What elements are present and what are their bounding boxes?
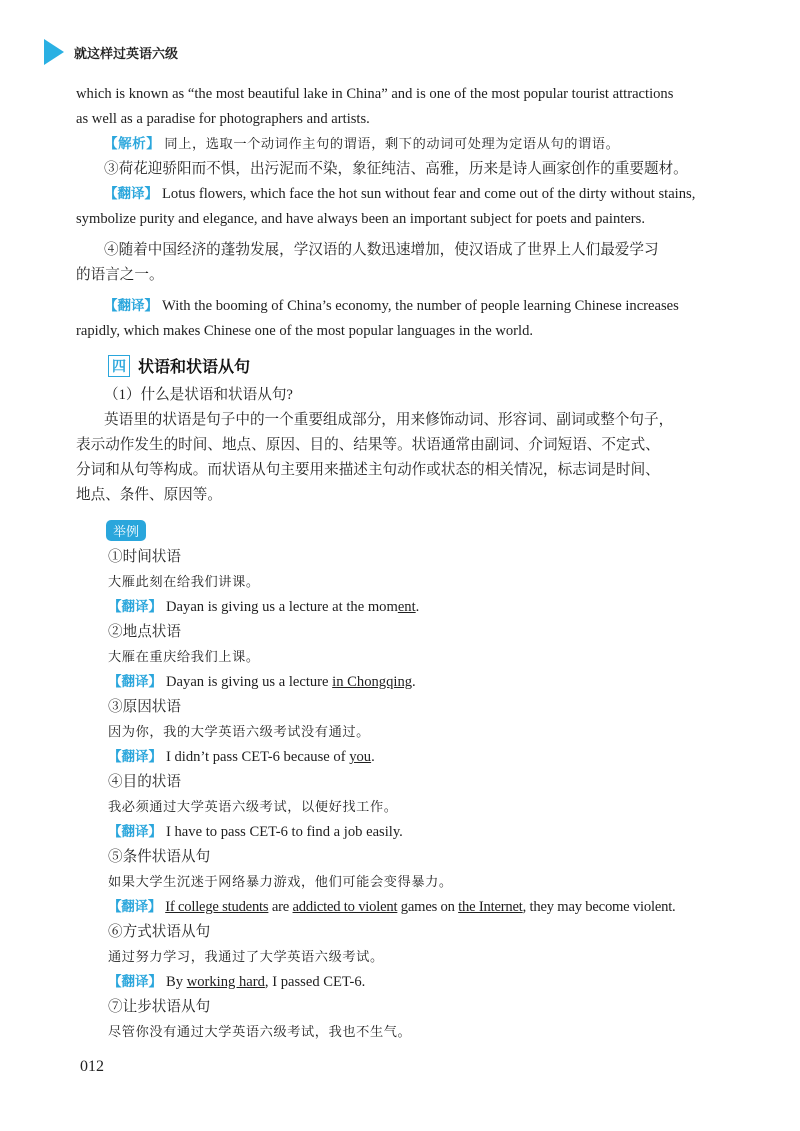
page-content [76, 82, 746, 1045]
sentence-3-en-line-2: symbolize purity and elegance, and have always been an important subject for poets and painters. [76, 211, 645, 227]
translation-text: With the booming of China’s economy, the number of people learning Chinese increases [162, 298, 679, 314]
example-2-title: ②地点状语 [108, 624, 181, 640]
translation-tag: 【翻译】 [108, 899, 162, 915]
question: （1）什么是状语和状语从句? [104, 387, 293, 403]
example-7-zh: 尽管你没有通过大学英语六级考试，我也不生气。 [108, 1025, 412, 1040]
page-number: 012 [80, 1058, 104, 1075]
explain-line-3: 分词和从句等构成。而状语从句主要用来描述主句动作或状态的相关情况，标志词是时间、 [76, 462, 660, 478]
explain-line-2: 表示动作发生的时间、地点、原因、目的、结果等。状语通常由副词、介词短语、不定式、 [76, 437, 660, 453]
example-4-en: 【翻译】 I have to pass CET-6 to find a job easily. [108, 824, 403, 840]
sentence-4-zh-line-2: 的语言之一。 [76, 267, 164, 283]
example-2-zh: 大雁在重庆给我们上课。 [108, 650, 260, 665]
example-1-title: ①时间状语 [108, 549, 181, 565]
explain-line-4: 地点、条件、原因等。 [76, 487, 222, 503]
analysis-tag: 【解析】 [104, 136, 161, 152]
example-1-zh: 大雁此刻在给我们讲课。 [108, 575, 260, 590]
example-1-en: 【翻译】 Dayan is giving us a lecture at the moment. [108, 599, 420, 615]
translation-tag: 【翻译】 [108, 749, 162, 765]
example-3-en: 【翻译】 I didn’t pass CET-6 because of you. [108, 749, 375, 765]
example-2-en: 【翻译】 Dayan is giving us a lecture in Chongqing. [108, 674, 416, 690]
running-header [44, 38, 178, 66]
example-6-zh: 通过努力学习，我通过了大学英语六级考试。 [108, 950, 384, 965]
intro-line-1: which is known as “the most beautiful lake in China” and is one of the most popular tourist attractions [76, 86, 674, 102]
arrow-icon [44, 39, 64, 65]
translation-tag: 【翻译】 [104, 186, 158, 202]
example-5-en: 【翻译】 If college students are addicted to violent games on the Internet, they may become violent. [108, 899, 676, 915]
translation-tag: 【翻译】 [108, 974, 162, 990]
analysis-paragraph [76, 132, 746, 157]
translation-tag: 【翻译】 [108, 674, 162, 690]
book-title: 就这样过英语六级 [74, 46, 179, 62]
translation-text: Lotus flowers, which face the hot sun without fear and come out of the dirty without stains, [162, 186, 696, 202]
example-5-title: ⑤条件状语从句 [108, 849, 211, 865]
analysis-text: 同上，选取一个动词作主句的谓语，剩下的动词可处理为定语从句的谓语。 [164, 137, 620, 152]
section-number: 四 [108, 355, 130, 377]
example-4-title: ④目的状语 [108, 774, 181, 790]
sentence-4-en-line-1 [76, 294, 746, 319]
translation-tag: 【翻译】 [104, 298, 158, 314]
sentence-3-en-line-1 [76, 182, 746, 207]
section-title: 状语和状语从句 [138, 357, 251, 376]
sentence-4-en-line-2: rapidly, which makes Chinese one of the most popular languages in the world. [76, 323, 534, 339]
example-4-zh: 我必须通过大学英语六级考试，以便好找工作。 [108, 800, 398, 815]
example-3-zh: 因为你，我的大学英语六级考试没有通过。 [108, 725, 370, 740]
sentence-3-zh: ③荷花迎骄阳而不惧，出污泥而不染，象征纯洁、高雅，历来是诗人画家创作的重要题材。 [104, 161, 688, 177]
example-7-title: ⑦让步状语从句 [108, 999, 211, 1015]
explain-line-1: 英语里的状语是句子中的一个重要组成部分，用来修饰动词、形容词、副词或整个句子， [104, 412, 674, 428]
section-heading [108, 354, 746, 377]
example-3-title: ③原因状语 [108, 699, 181, 715]
translation-tag: 【翻译】 [108, 824, 162, 840]
example-6-en: 【翻译】 By working hard, I passed CET-6. [108, 974, 366, 990]
example-6-title: ⑥方式状语从句 [108, 924, 211, 940]
translation-tag: 【翻译】 [108, 599, 162, 615]
example-5-zh: 如果大学生沉迷于网络暴力游戏，他们可能会变得暴力。 [108, 875, 453, 890]
intro-line-2: as well as a paradise for photographers and artists. [76, 111, 370, 127]
example-label: 举例 [106, 520, 146, 541]
examples-list [76, 545, 746, 1045]
sentence-4-zh-line-1: ④随着中国经济的蓬勃发展，学汉语的人数迅速增加，使汉语成了世界上人们最爱学习 [104, 242, 659, 258]
